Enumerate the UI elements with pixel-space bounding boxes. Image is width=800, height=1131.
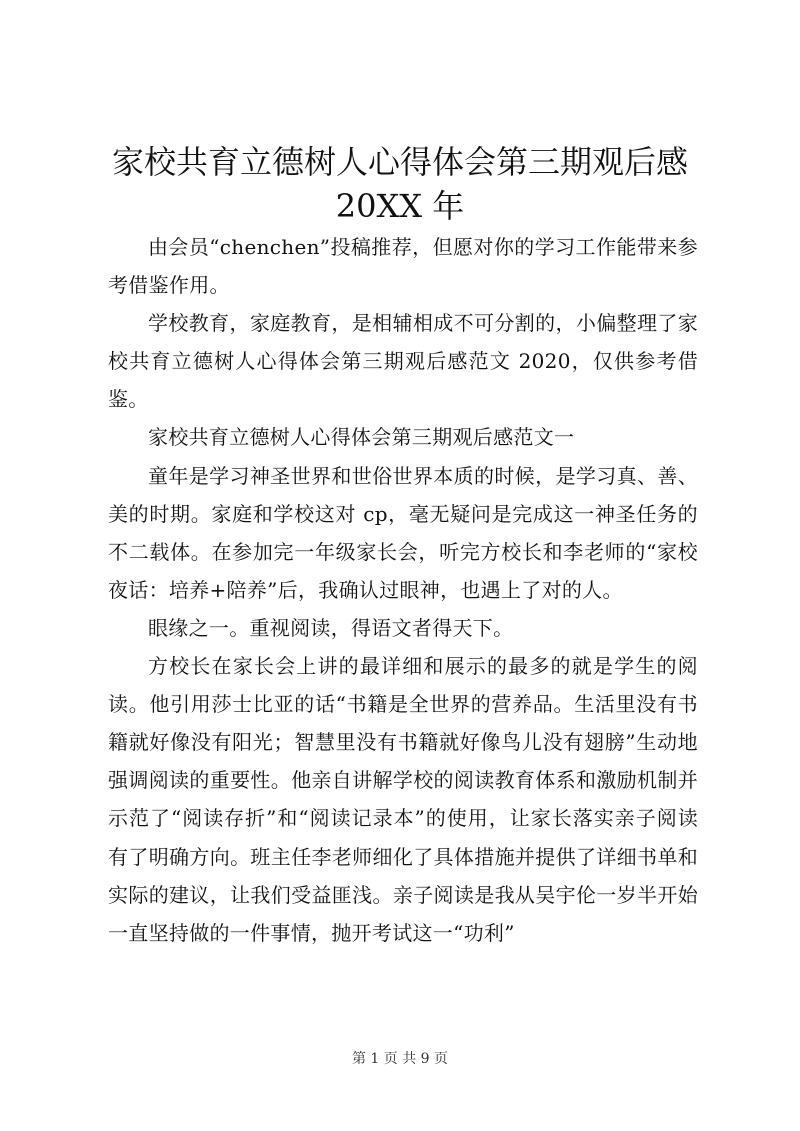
document-title: 家校共育立德树人心得体会第三期观后感: [111, 143, 688, 181]
paragraph-intro: 由会员“chenchen”投稿推荐，但愿对你的学习工作能带来参考借鉴作用。: [108, 235, 698, 298]
paragraph-point-one: 眼缘之一。重视阅读，得语文者得天下。: [148, 615, 514, 640]
document-title-year: 20XX 年: [335, 187, 465, 225]
paragraph-reading: 方校长在家长会上讲的最详细和展示的最多的就是学生的阅读。他引用莎士比亚的话“书籍是全世界的营养品。生活里没有书籍就好像没有阳光；智慧里没有书籍就好像鸟儿没有翅膀”生动地强调阅读的重要性。他亲自讲解学校的阅读教育体系和激励机制并示范了“阅读存折”和“阅读记录本”的使用，让家长落实亲子阅读有了明确方向。班主任李老师细化了具体措施并提供了详细书单和实际的建议，让我们受益匪浅。亲子阅读是我从吴宇伦一岁半开始一直坚持做的一件事情，抛开考试这一“功利”: [108, 654, 698, 945]
section-heading: 家校共育立德树人心得体会第三期观后感范文一: [148, 425, 575, 450]
paragraph-summary: 学校教育，家庭教育，是相辅相成不可分割的，小偏整理了家校共育立德树人心得体会第三期观后感范文 2020，仅供参考借鉴。: [108, 311, 698, 412]
document-body: [108, 228, 698, 952]
page-footer: 第 1 页 共 9 页: [351, 1051, 449, 1067]
paragraph-childhood: 童年是学习神圣世界和世俗世界本质的时候，是学习真、善、美的时期。家庭和学校这对 cp，毫无疑问是完成这一神圣任务的不二载体。在参加完一年级家长会，听完方校长和李老师的“家校夜话：培养+陪养”后，我确认过眼神，也遇上了对的人。: [108, 463, 698, 602]
